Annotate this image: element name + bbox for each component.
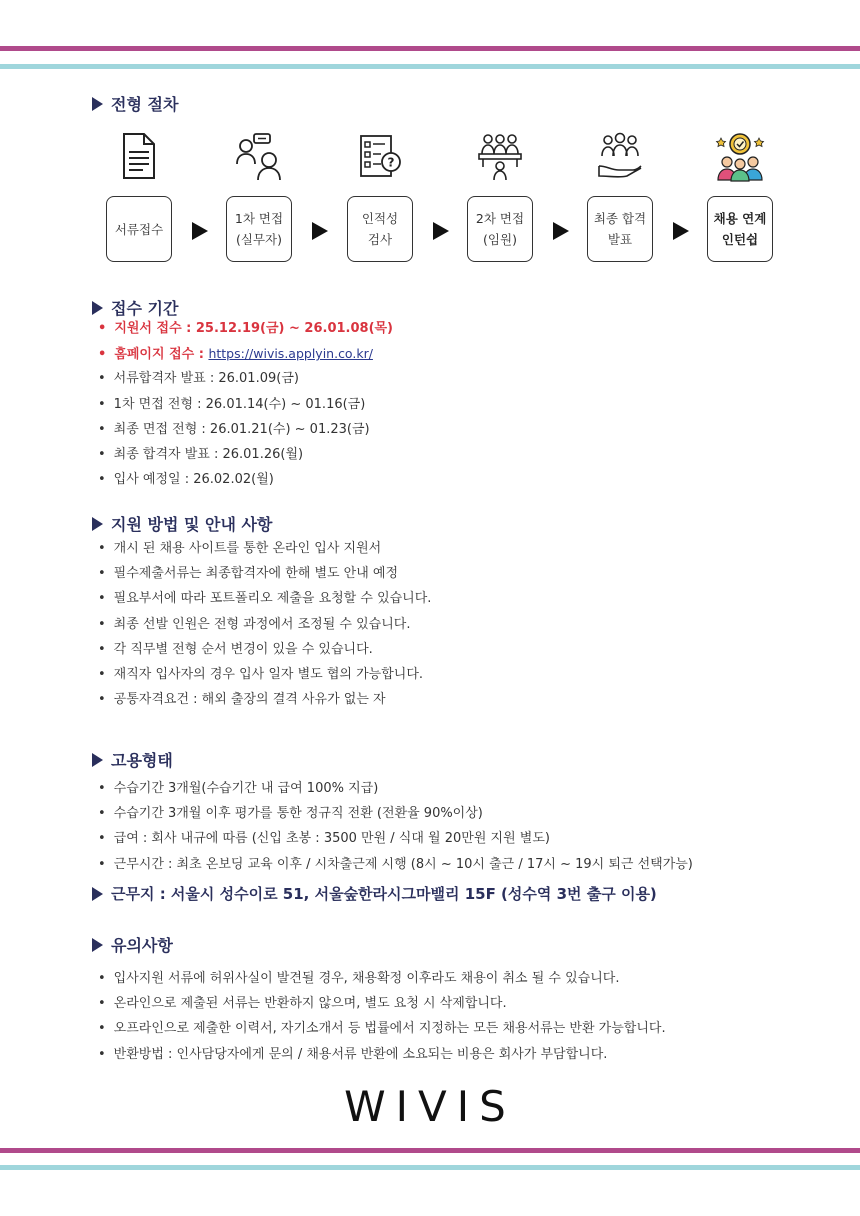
process-step-box: 채용 연계 인턴쉽 bbox=[707, 196, 773, 262]
workplace-line: 근무지 : 서울시 성수이로 51, 서울숲한라시그마밸리 15F (성수역 3번 출구 이용) bbox=[92, 883, 657, 904]
process-step-internship bbox=[707, 130, 773, 262]
process-step-interview2 bbox=[467, 130, 533, 262]
triangle-bullet-icon bbox=[92, 938, 103, 952]
list-item: • 급여 : 회사 내규에 따름 (신입 초봉 : 3500 만원 / 식대 월 20만원 지원 별도) bbox=[96, 826, 693, 851]
arrow-right-icon bbox=[192, 222, 208, 240]
document-icon bbox=[114, 130, 164, 182]
top-stripe-cyan bbox=[0, 64, 860, 69]
list-item: • 서류합격자 발표 : 26.01.09(금) bbox=[96, 366, 393, 391]
group-hand-icon bbox=[595, 130, 645, 182]
process-step-box: 서류접수 bbox=[106, 196, 172, 262]
aptitude-test-icon bbox=[355, 130, 405, 182]
period-list bbox=[96, 316, 393, 492]
arrow-right-icon bbox=[553, 222, 569, 240]
arrow-right-icon bbox=[312, 222, 328, 240]
process-step-box: 인적성 검사 bbox=[347, 196, 413, 262]
list-item: • 필요부서에 따라 포트폴리오 제출을 요청할 수 있습니다. bbox=[96, 586, 431, 611]
notes-section-title: 유의사항 bbox=[92, 933, 173, 956]
bottom-stripe-cyan bbox=[0, 1165, 860, 1170]
triangle-bullet-icon bbox=[92, 517, 103, 531]
triangle-bullet-icon bbox=[92, 97, 103, 111]
method-section-title: 지원 방법 및 안내 사항 bbox=[92, 512, 272, 535]
list-item-apply-period: • 지원서 접수 : 25.12.19(금) ~ 26.01.08(목) bbox=[96, 316, 393, 341]
triangle-bullet-icon bbox=[92, 753, 103, 767]
process-step-box: 최종 합격 발표 bbox=[587, 196, 653, 262]
process-step-document bbox=[106, 130, 172, 262]
list-item: • 최종 면접 전형 : 26.01.21(수) ~ 01.23(금) bbox=[96, 417, 393, 442]
notes-list bbox=[96, 966, 666, 1067]
list-item: • 최종 선발 인원은 전형 과정에서 조정될 수 있습니다. bbox=[96, 612, 431, 637]
list-item: • 입사 예정일 : 26.02.02(월) bbox=[96, 467, 393, 492]
top-stripe-pink bbox=[0, 46, 860, 51]
list-item: • 필수제출서류는 최종합격자에 한해 별도 안내 예정 bbox=[96, 561, 431, 586]
meeting-table-icon bbox=[475, 130, 525, 182]
list-item: • 반환방법 : 인사담당자에게 문의 / 채용서류 반환에 소요되는 비용은 회사가 부담합니다. bbox=[96, 1042, 666, 1067]
method-list bbox=[96, 536, 431, 712]
list-item: • 입사지원 서류에 허위사실이 발견될 경우, 채용확정 이후라도 채용이 취소 될 수 있습니다. bbox=[96, 966, 666, 991]
list-item: • 오프라인으로 제출한 이력서, 자기소개서 등 법률에서 지정하는 모든 채용서류는 반환 가능합니다. bbox=[96, 1016, 666, 1041]
triangle-bullet-icon bbox=[92, 301, 103, 315]
award-team-icon bbox=[715, 130, 765, 182]
employment-section-title: 고용형태 bbox=[92, 748, 173, 771]
list-item: • 1차 면접 전형 : 26.01.14(수) ~ 01.16(금) bbox=[96, 392, 393, 417]
arrow-right-icon bbox=[433, 222, 449, 240]
process-step-box: 1차 면접 (실무자) bbox=[226, 196, 292, 262]
interviewer-icon bbox=[234, 130, 284, 182]
process-step-aptitude bbox=[347, 130, 413, 262]
list-item: • 개시 된 채용 사이트를 통한 온라인 입사 지원서 bbox=[96, 536, 431, 561]
svg-text:?: ? bbox=[387, 155, 395, 170]
list-item: • 온라인으로 제출된 서류는 반환하지 않으며, 별도 요청 시 삭제합니다. bbox=[96, 991, 666, 1016]
homepage-link[interactable]: https://wivis.applyin.co.kr/ bbox=[208, 346, 373, 362]
list-item: • 공통자격요건 : 해외 출장의 결격 사유가 없는 자 bbox=[96, 687, 431, 712]
list-item: • 최종 합격자 발표 : 26.01.26(월) bbox=[96, 442, 393, 467]
list-item: • 각 직무별 전형 순서 변경이 있을 수 있습니다. bbox=[96, 637, 431, 662]
list-item: • 근무시간 : 최초 온보딩 교육 이후 / 시차출근제 시행 (8시 ~ 10시 출근 / 17시 ~ 19시 퇴근 선택가능) bbox=[96, 852, 693, 877]
bottom-stripe-pink bbox=[0, 1148, 860, 1153]
wivis-logo: WIVIS bbox=[344, 1082, 516, 1131]
list-item: • 수습기간 3개월(수습기간 내 급여 100% 지급) bbox=[96, 776, 693, 801]
process-step-interview1 bbox=[226, 130, 292, 262]
list-item-homepage: • 홈페이지 접수 : https://wivis.applyin.co.kr/ bbox=[96, 341, 393, 366]
period-section-title: 접수 기간 bbox=[92, 296, 178, 319]
arrow-right-icon bbox=[673, 222, 689, 240]
triangle-bullet-icon bbox=[92, 887, 103, 901]
process-step-final-result bbox=[587, 130, 653, 262]
process-step-box: 2차 면접 (임원) bbox=[467, 196, 533, 262]
process-section-title: 전형 절차 bbox=[92, 92, 178, 115]
employment-list bbox=[96, 776, 693, 877]
list-item: • 수습기간 3개월 이후 평가를 통한 정규직 전환 (전환율 90%이상) bbox=[96, 801, 693, 826]
list-item: • 재직자 입사자의 경우 입사 일자 별도 협의 가능합니다. bbox=[96, 662, 431, 687]
process-flow bbox=[106, 130, 776, 270]
